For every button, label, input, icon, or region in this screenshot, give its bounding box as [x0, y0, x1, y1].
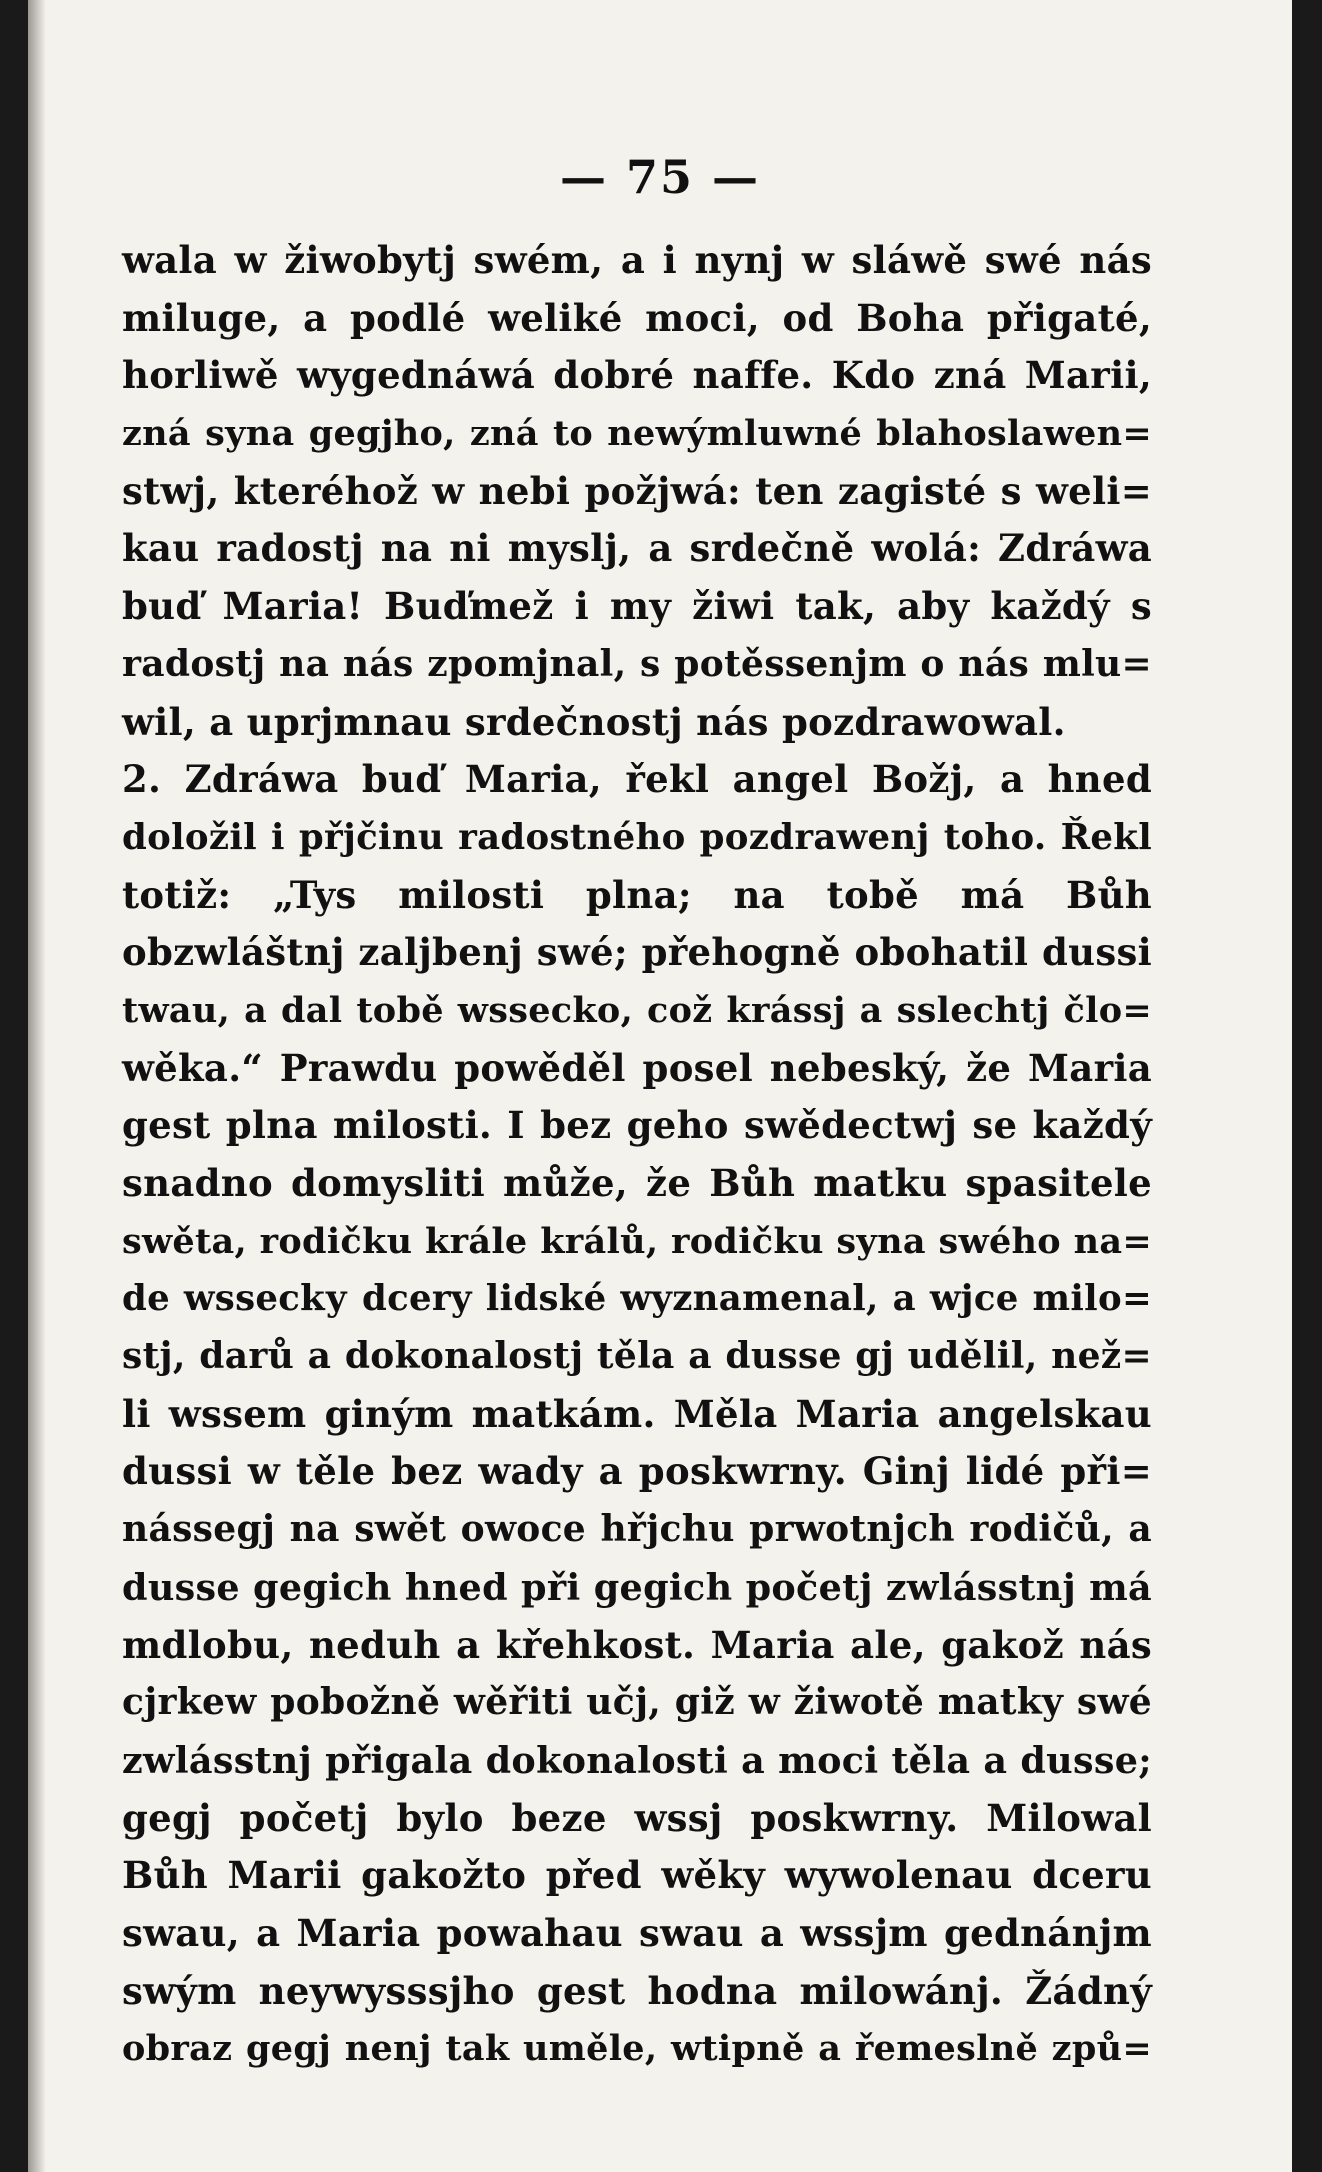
text-line: stj, darů a dokonalostj těla a dusse gj udělil, než=	[122, 1335, 1152, 1378]
text-line: cjrkew pobožně wěřiti učj, giž w žiwotě matky swé	[122, 1681, 1152, 1724]
text-line: swau, a Maria powahau swau a wssjm gednánjm	[122, 1910, 1152, 1955]
text-line: stwj, kteréhož w nebi požjwá: ten zagisté s weli=	[122, 468, 1152, 513]
text-line: swým neywysssjho gest hodna milowánj. Žádný	[122, 1968, 1152, 2013]
text-line: radostj na nás zpomjnal, s potěssenjm o nás mlu=	[122, 642, 1152, 685]
text-line: swěta, rodičku krále králů, rodičku syna swého na=	[122, 1220, 1152, 1262]
text-line: dussi w těle bez wady a poskwrny. Ginj lidé při=	[122, 1449, 1152, 1494]
text-line: kau radostj na ni myslj, a srdečně wolá: Zdráwa	[122, 526, 1152, 571]
text-line: miluge, a podlé weliké moci, od Boha přigaté,	[122, 295, 1152, 340]
text-line: obzwláštnj zaljbenj swé; přehogně obohatil dussi	[122, 930, 1152, 975]
text-line: horliwě wygednáwá dobré naffe. Kdo zná Marii,	[122, 353, 1152, 398]
text-line: obraz gegj nenj tak uměle, wtipně a řemeslně způ=	[122, 2028, 1152, 2070]
text-line: mdlobu, neduh a křehkost. Maria ale, gakož nás	[122, 1622, 1152, 1667]
text-line: wala w žiwobytj swém, a i nynj w sláwě swé nás	[122, 238, 1152, 282]
text-line: buď Maria! Buďmež i my žiwi tak, aby každý s	[122, 584, 1152, 629]
body-text	[122, 232, 1152, 2078]
text-line: zwlásstnj přigala dokonalosti a moci těla a dusse;	[122, 1738, 1152, 1782]
text-line: 2. Zdráwa buď Maria, řekl angel Božj, a hned	[122, 757, 1152, 802]
text-line: wil, a uprjmnau srdečnostj nás pozdrawowal.	[122, 699, 1066, 744]
text-line: snadno domysliti může, že Bůh matku spasitele	[122, 1161, 1152, 1205]
text-line: li wssem giným matkám. Měla Maria angelskau	[122, 1391, 1152, 1436]
text-line: doložil i přjčinu radostného pozdrawenj toho. Řekl	[122, 816, 1152, 858]
text-line: dusse gegich hned při gegich početj zwlásstnj má	[122, 1565, 1152, 1609]
text-line: de wsseckу dcery lidské wyznamenal, a wjce milo=	[122, 1278, 1152, 1320]
text-line: twau, a dal tobě wsseckо, což krássj a sslechtj člo=	[122, 989, 1152, 1031]
text-line: wěka.“ Prawdu powěděl posel nebeský, že Maria	[122, 1045, 1152, 1090]
text-line: gest plna milosti. I bez geho swědectwj se každý	[122, 1103, 1152, 1148]
text-line: nássegj na swět owoce hřjchu prwotnjch rodičů, a	[122, 1508, 1152, 1551]
book-page	[28, 0, 1292, 2172]
text-line: Bůh Marii gakožto před wěky wywolenau dceru	[122, 1853, 1152, 1898]
page-number: — 75 —	[559, 150, 761, 204]
text-line: gegj početj bylo beze wssj poskwrny. Milowal	[122, 1795, 1152, 1840]
text-line: totiž: „Tys milosti plna; na tobě má Bůh	[122, 872, 1152, 917]
text-line: zná syna gegjho, zná to newýmluwné blahoslawen=	[122, 413, 1152, 455]
page-gutter-shadow	[28, 0, 46, 2172]
